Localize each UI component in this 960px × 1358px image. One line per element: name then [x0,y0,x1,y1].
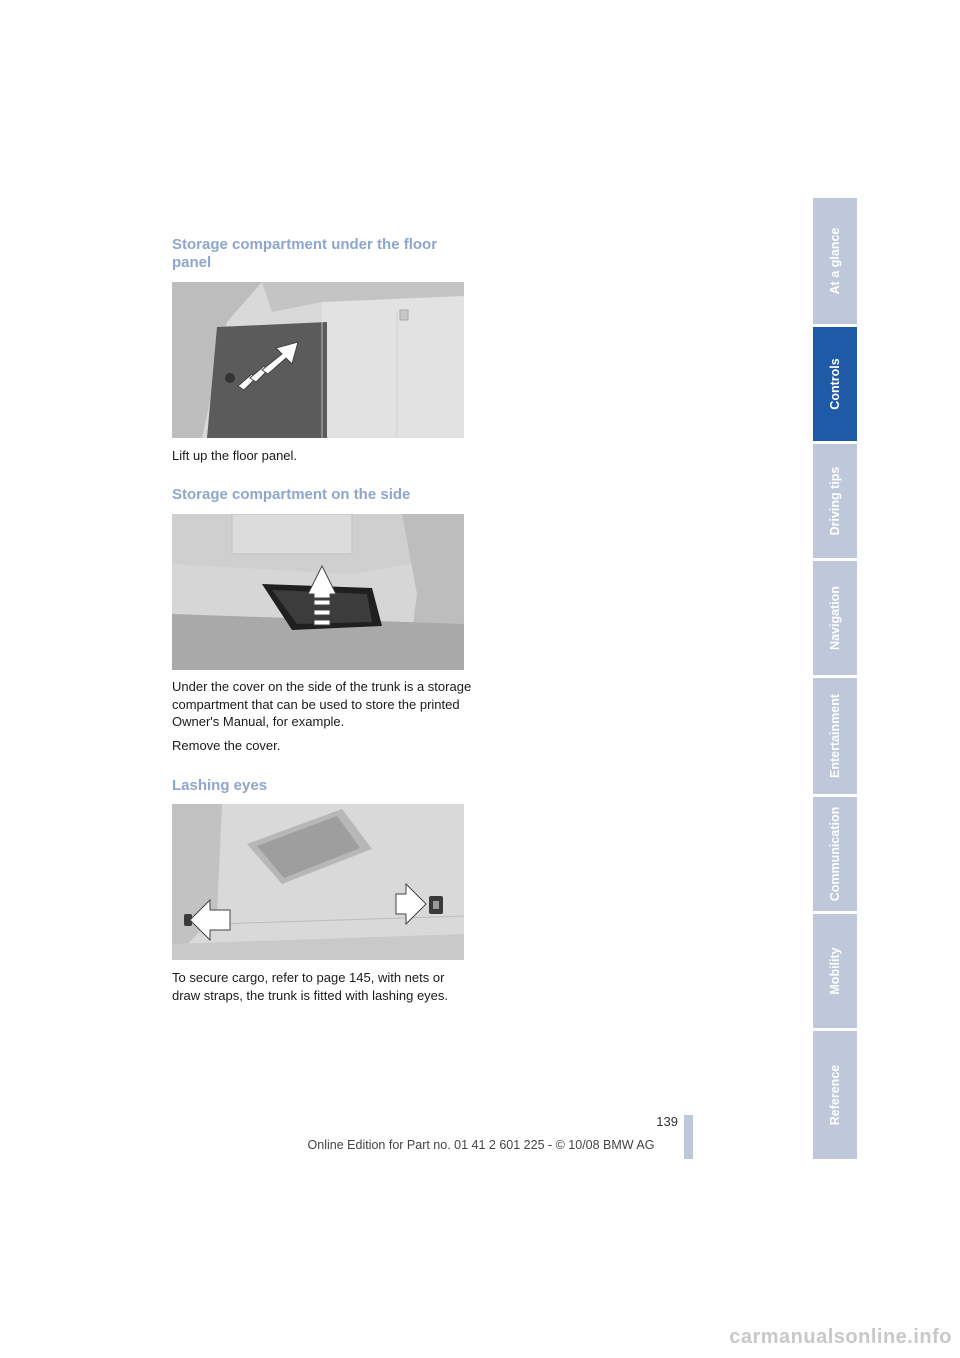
lashing-eyes-figure [172,804,464,960]
heading-lashing-eyes: Lashing eyes [172,777,268,794]
floor-instruction: Lift up the floor panel. [172,448,298,463]
floor-panel-figure [172,282,464,438]
tab-communication[interactable]: Communication [813,797,857,911]
side-description: Under the cover on the side of the trunk is a storage compartment that can be used to store the printed Owner's Manual, for example. [172,679,472,729]
page-number: 139 [656,1114,678,1129]
page-number-bar [684,1115,693,1159]
tab-at-a-glance[interactable]: At a glance [813,198,857,324]
lashing-description: To secure cargo, refer to page 145, with nets or draw straps, the trunk is fitted with lashing eyes. [172,970,449,1003]
watermark: carmanualsonline.info [729,1326,952,1348]
side-instruction: Remove the cover. [172,738,281,753]
footer-edition: Online Edition for Part no. 01 41 2 601 225 - © 10/08 BMW AG [307,1138,655,1152]
tab-navigation[interactable]: Navigation [813,561,857,675]
heading-side-compartment: Storage compartment on the side [172,486,411,503]
tab-reference[interactable]: Reference [813,1031,857,1159]
tab-entertainment[interactable]: Entertainment [813,678,857,794]
tab-controls[interactable]: Controls [813,327,857,441]
side-compartment-figure [172,514,464,670]
tab-mobility[interactable]: Mobility [813,914,857,1028]
heading-floor-compartment: Storage compartment under the floor panel [172,236,438,271]
tab-driving-tips[interactable]: Driving tips [813,444,857,558]
